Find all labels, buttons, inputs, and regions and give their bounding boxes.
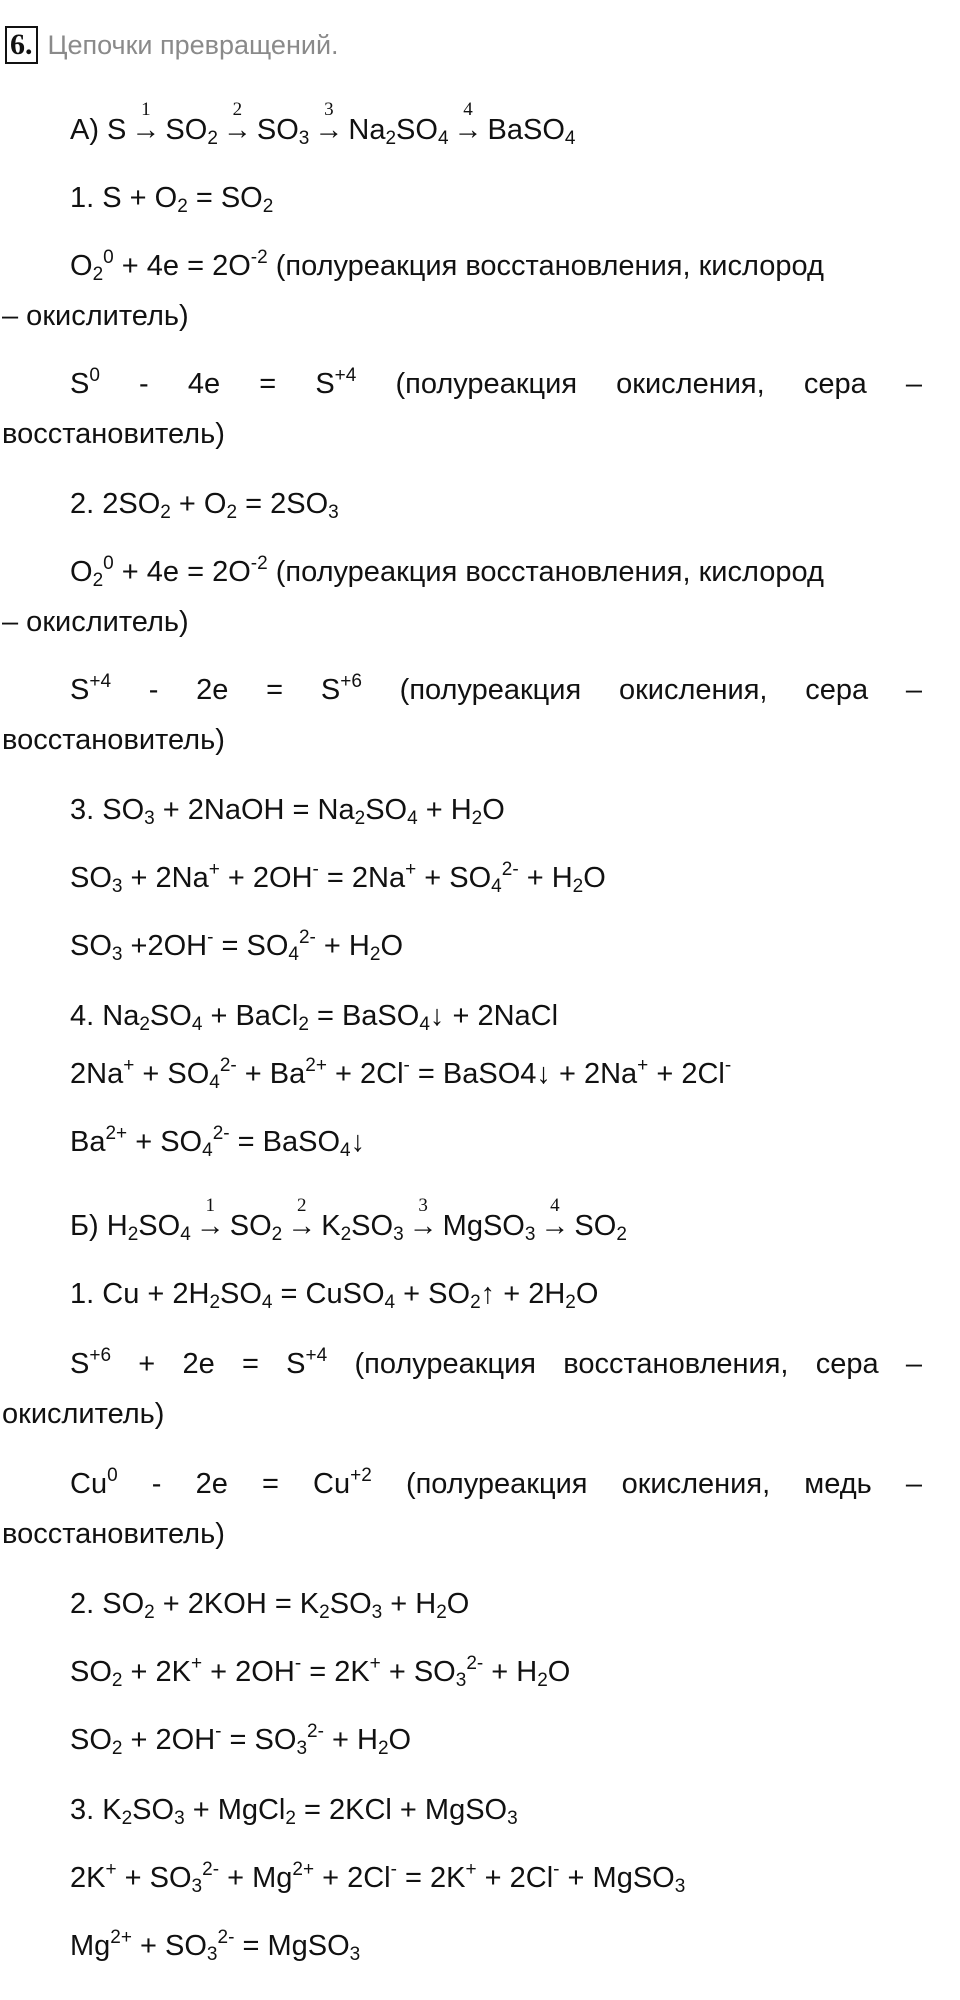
half-reaction-cont: восстановитель) (2, 418, 225, 450)
half-reaction: $S^0 - 4e = S^{+4}$ (полуреакция окисления, сера – (70, 365, 922, 400)
half-reaction-cont: – окислитель) (2, 606, 189, 638)
half-reaction: $S^{+4} - 2e = S^{+6}$ (полуреакция окисления, сера – (70, 671, 923, 706)
equation: 1. $Cu + 2H_2SO_4$ = CuSO$_4$ + $SO_2↑ + 2H_2O$ (70, 1278, 599, 1313)
precipitate-arrow: ↓ (350, 1126, 366, 1158)
equation: 3. $SO_3$ + 2NaOH = $Na_2SO_4 + H_2O$ (70, 794, 505, 829)
task-header (5, 26, 339, 64)
equation: 1. $S + O_2 = SO_2$ (70, 182, 274, 217)
half-reaction-cont: окислитель) (2, 1398, 165, 1430)
ionic-equation: $Mg^{2+} + SO_3^{2-}$ = MgSO$_3$ (70, 1927, 361, 1965)
ionic-equation: $SO_2 + 2K^+ + 2OH^- = 2K^+ + SO_3^{2-} + H_2O$ (70, 1653, 571, 1691)
chain-a: А) S 1 → $SO_2$ 2 → $SO_3$ 3 → $Na_2SO_4$ 4 → BaSO$_4$ (70, 99, 576, 149)
equation: 4. $Na_2SO_4$ + BaCl$_2$ = BaSO$_4$↓ + 2NaCl (70, 1000, 559, 1035)
ionic-equation: $SO_3 + 2Na^+ + 2OH^- = 2Na^+ + SO_4^{2-} + H_2O$ (70, 859, 606, 897)
half-reaction-cont: восстановитель) (2, 724, 225, 756)
half-reaction-cont: восстановитель) (2, 1518, 225, 1550)
chain-b: Б) $H_2SO_4$ 1 → $SO_2$ 2 → $K_2SO_3$ 3 → MgSO$_3$ 4 → $SO_2$ (70, 1195, 627, 1245)
half-reaction: $Cu^0 - 2e = Cu^{+2}$ (полуреакция окисления, медь – (70, 1465, 922, 1500)
precipitate-arrow: ↓ (536, 1058, 551, 1090)
task-number: 6. (5, 26, 38, 64)
half-reaction: $O_2^0 + 4e = 2O^{-2}$ (полуреакция восстановления, кислород (70, 553, 824, 591)
ionic-equation: $2Na^+ + SO_4^{2-} + Ba^{2+} + 2Cl^-$ = BaSO4↓ + 2Na+ + 2Cl- (70, 1055, 732, 1093)
equation: 2. $2SO_2 + O_2 = 2SO_3$ (70, 488, 339, 523)
ionic-equation: $SO_2 + 2OH^- = SO_3^{2-} + H_2O$ (70, 1721, 412, 1759)
arrow: 2 → (222, 99, 252, 146)
ionic-equation: $2K^+ + SO_3^{2-} + Mg^{2+} + 2Cl^- = 2K^+ + 2Cl^-$ + MgSO$_3$ (70, 1859, 686, 1897)
gas-arrow: ↑ (480, 1278, 496, 1310)
arrow: 4 → (540, 1195, 570, 1242)
ionic-equation: $Ba^{2+} + SO_4^{2-}$ = BaSO$_4$↓ (70, 1123, 366, 1161)
half-reaction: $S^{+6} + 2e = S^{+4}$ (полуреакция восстановления, сера – (70, 1345, 922, 1380)
arrow: 3 → (408, 1195, 438, 1242)
precipitate-arrow: ↓ (429, 1000, 445, 1032)
task-title: Цепочки превращений. (47, 29, 339, 60)
half-reaction-cont: – окислитель) (2, 300, 189, 332)
ionic-equation: $SO_3 +2OH^- = SO_4^{2-} + H_2O$ (70, 927, 404, 965)
arrow: 1 → (131, 99, 161, 146)
arrow: 3 → (314, 99, 344, 146)
arrow: 4 → (453, 99, 483, 146)
half-reaction: $O_2^0 + 4e = 2O^{-2}$ (полуреакция восстановления, кислород (70, 247, 824, 285)
equation: 2. $SO_2 + 2KOH = K_2SO_3 + H_2O$ (70, 1588, 470, 1623)
equation: 3. $K_2SO_3$ + MgCl$_2$ = 2KCl + MgSO$_3$ (70, 1794, 518, 1829)
arrow: 1 → (195, 1195, 225, 1242)
arrow: 2 → (287, 1195, 317, 1242)
